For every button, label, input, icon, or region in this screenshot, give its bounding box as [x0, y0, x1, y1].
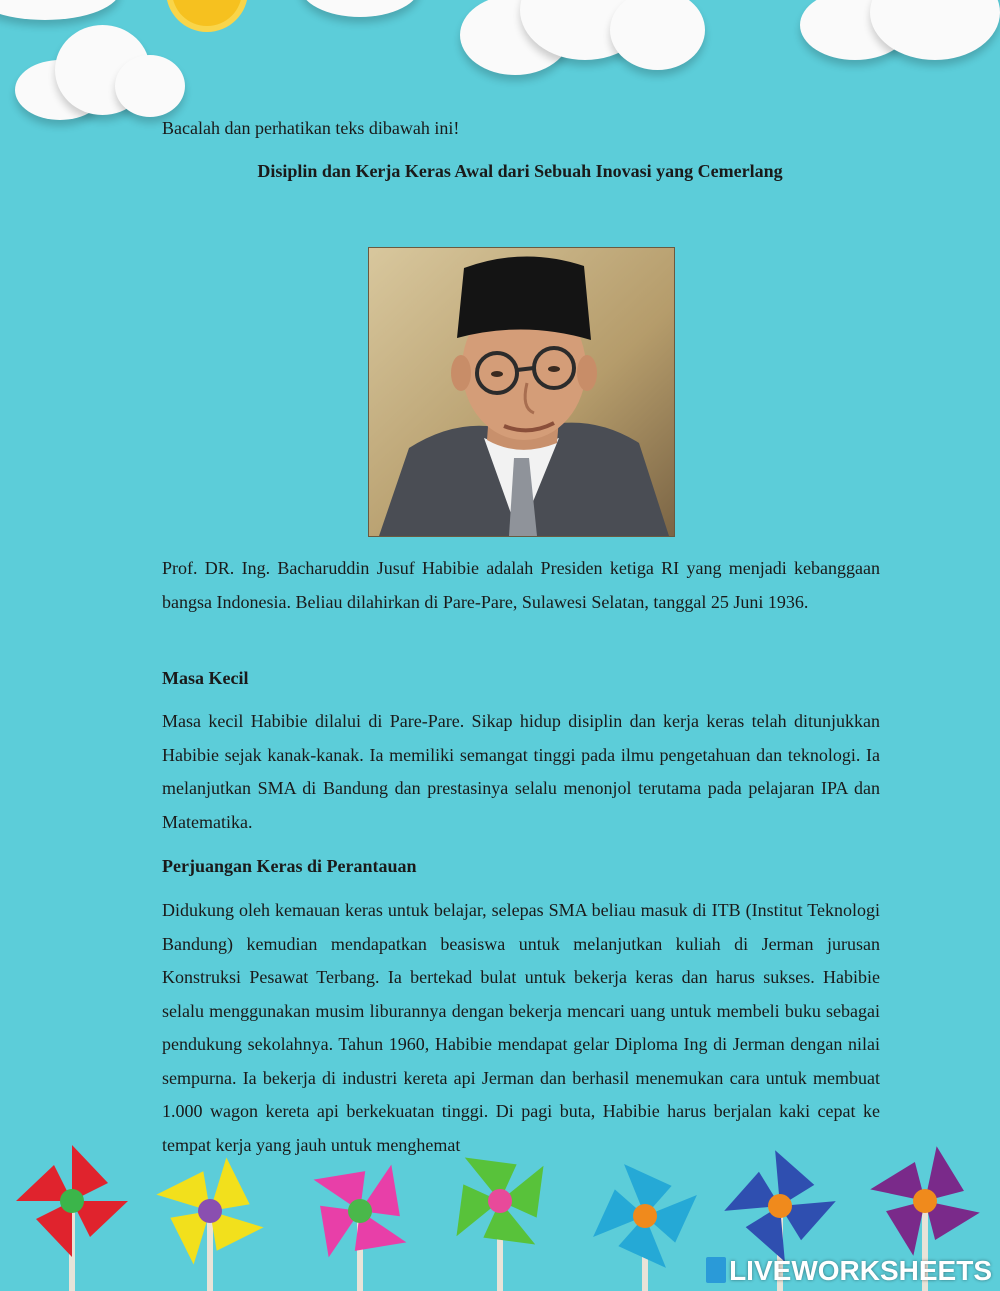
pinwheel-icon — [150, 1151, 270, 1271]
pinwheel-icon — [585, 1156, 705, 1276]
section-heading-perjuangan: Perjuangan Keras di Perantauan — [162, 856, 417, 876]
cloud-decoration — [800, 0, 1000, 65]
pinwheel-decoration — [300, 1151, 420, 1271]
liveworksheets-logo — [706, 1255, 992, 1287]
cloud-decoration — [15, 25, 185, 120]
cloud-decoration — [300, 0, 420, 25]
page-title: Disiplin dan Kerja Keras Awal dari Sebuah Inovasi yang Cemerlang — [257, 161, 783, 181]
pinwheel-icon — [865, 1141, 985, 1261]
pinwheel-decoration — [865, 1141, 985, 1261]
brand-text: LIVEWORKSHEETS — [729, 1255, 992, 1286]
section-text-masa-kecil: Masa kecil Habibie dilalui di Pare-Pare. Sikap hidup disiplin dan kerja keras telah ditunjukkan Habibie sejak kanak-kanak. Ia memiliki semangat tinggi pada ilmu pengetahuan dan teknologi. Ia melanjutkan SMA di Bandung dan prestasinya selalu menonjol terutama pada pelajaran IPA dan Matematika. — [162, 711, 880, 832]
pinwheel-icon — [300, 1151, 420, 1271]
pinwheel-decoration — [720, 1146, 840, 1266]
pinwheel-decoration — [440, 1141, 560, 1261]
liveworksheets-logo-icon — [706, 1257, 726, 1283]
cloud-decoration — [460, 0, 710, 75]
sun-decoration — [172, 0, 242, 26]
pinwheel-decoration — [12, 1141, 132, 1261]
pinwheel-icon — [720, 1146, 840, 1266]
section-heading-masa-kecil: Masa Kecil — [162, 668, 249, 688]
pinwheel-decoration — [585, 1156, 705, 1276]
section-text-perjuangan: Didukung oleh kemauan keras untuk belajar, selepas SMA beliau masuk di ITB (Institut Teknologi Bandung) kemudian mendapatkan beasiswa untuk melanjutkan kuliah di Jerman jurusan Konstruksi Pesawat Terbang. Ia bertekad bulat untuk bekerja keras dan harus sukses. Habibie selalu menggunakan musim liburannya dengan bekerja mencari uang untuk membeli buku sebagai pendukung sekolahnya. Tahun 1960, Habibie mendapat gelar Diploma Ing di Jerman dengan nilai sempurna. Ia bekerja di industri kereta api Jerman dan berhasil menemukan cara untuk membuat 1.000 wagon kereta api berkekuatan tinggi. Di pagi buta, Habibie harus berjalan kaki cepat ke tempat kerja yang jauh untuk menghemat — [162, 900, 880, 1155]
pinwheel-icon — [440, 1141, 560, 1261]
portrait-photo — [368, 247, 675, 537]
intro-paragraph: Prof. DR. Ing. Bacharuddin Jusuf Habibie adalah Presiden ketiga RI yang menjadi kebanggaan bangsa Indonesia. Beliau dilahirkan di Pare-Pare, Sulawesi Selatan, tanggal 25 Juni 1936. — [162, 558, 880, 612]
intro-text: Bacalah dan perhatikan teks dibawah ini! — [162, 118, 460, 138]
pinwheel-decoration — [150, 1151, 270, 1271]
portrait-illustration — [369, 248, 674, 536]
cloud-decoration — [0, 0, 120, 30]
pinwheel-icon — [12, 1141, 132, 1261]
